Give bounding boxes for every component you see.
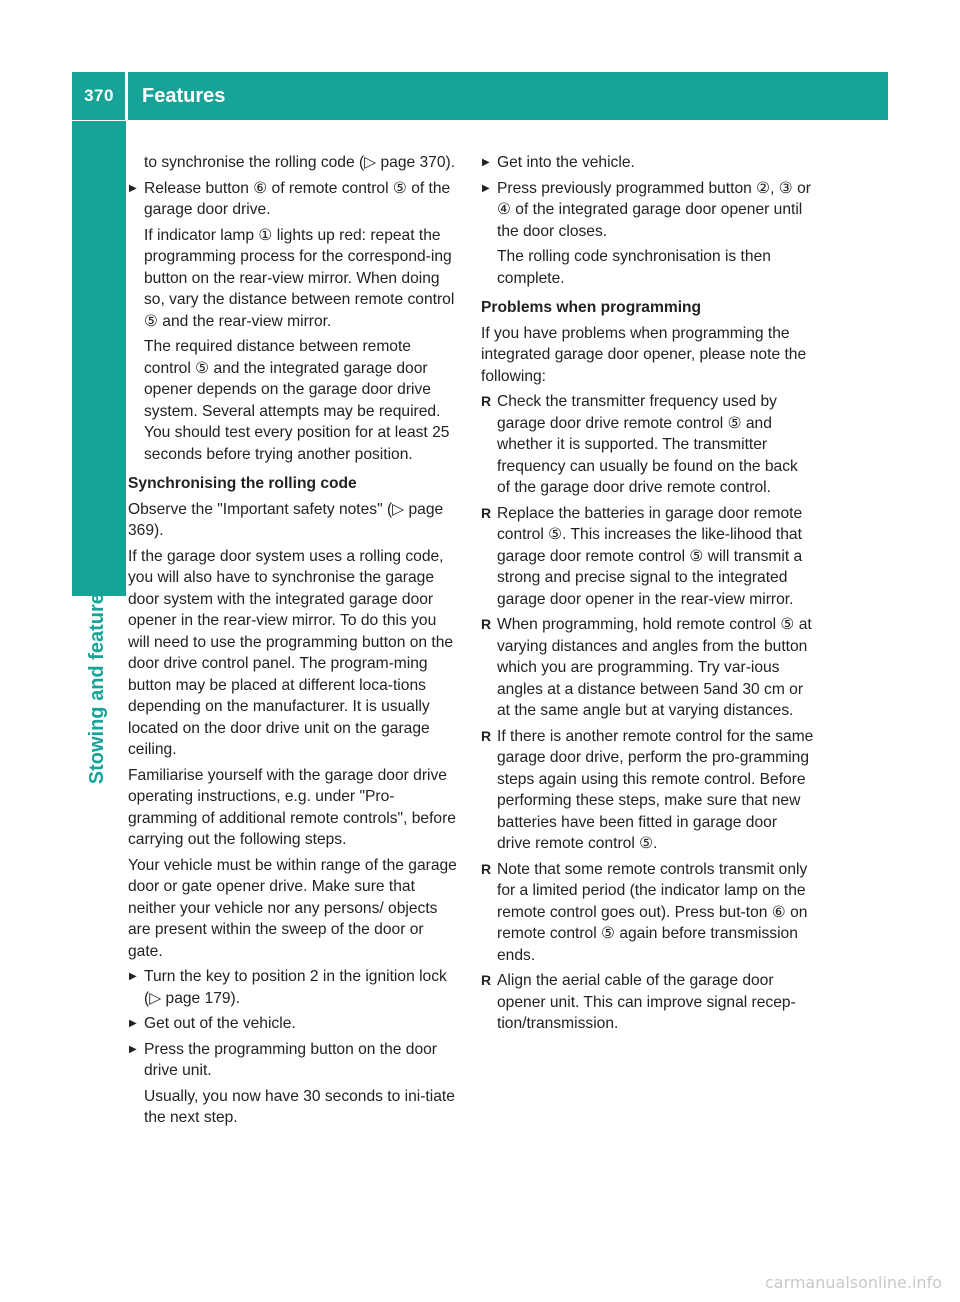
- bullet-item: R Note that some remote controls transmit only for a limited period (the indicator lamp on the remote control goes out). Press but-ton ⑥ on remote control ⑤ again before transmission ends.: [481, 859, 814, 967]
- instruction-step: ▶ Get into the vehicle.: [481, 152, 814, 174]
- section-tab: [72, 121, 126, 596]
- header-divider: [125, 72, 128, 120]
- section-heading: Synchronising the rolling code: [128, 475, 357, 492]
- instruction-step: ▶ Press previously programmed button ②, ③ or ④ of the integrated garage door opener until the door closes.: [481, 178, 814, 243]
- paragraph: Usually, you now have 30 seconds to ini-tiate the next step.: [144, 1087, 455, 1126]
- bullet-item: R If there is another remote control for the same garage door drive, perform the pro-gramming steps again using this remote control. Before performing these steps, make sure that new batteries have been fitted in garage door drive remote control ⑤.: [481, 726, 814, 855]
- instruction-step: ▶ Release button ⑥ of remote control ⑤ of the garage door drive.: [128, 178, 461, 221]
- right-column: [481, 152, 814, 1039]
- paragraph: The required distance between remote control ⑤ and the integrated garage door opener depends on the garage door drive system. Several attempts may be required. You should test every position for at least 25 seconds before trying another position.: [144, 338, 450, 463]
- page-title: Features: [142, 84, 226, 107]
- bullet-item: R Align the aerial cable of the garage door opener unit. This can improve signal recep-tion/transmission.: [481, 970, 814, 1035]
- watermark: carmanualsonline.info: [764, 1273, 942, 1292]
- paragraph: to synchronise the rolling code (▷ page 370).: [144, 154, 456, 171]
- paragraph: Familiarise yourself with the garage door drive operating instructions, e.g. under "Pro-gramming of additional remote controls", before carrying out the following steps.: [128, 766, 456, 848]
- section-heading: Problems when programming: [481, 299, 702, 316]
- instruction-step: ▶ Get out of the vehicle.: [128, 1013, 461, 1035]
- paragraph: If indicator lamp ① lights up red: repeat the programming process for the correspond-ing button on the rear-view mirror. When doing so, vary the distance between remote control ⑤ and the rear-view mirror.: [144, 226, 455, 330]
- section-label: Stowing and features: [86, 582, 108, 785]
- bullet-item: R Check the transmitter frequency used by garage door drive remote control ⑤ and whether it is supported. The transmitter frequency can usually be found on the back of the garage door drive remote control.: [481, 391, 814, 499]
- paragraph: If you have problems when programming the integrated garage door opener, please note the following:: [481, 324, 807, 385]
- bullet-item: R Replace the batteries in garage door remote control ⑤. This increases the like-lihood that garage door remote control ⑤ will transmit a strong and precise signal to the integrated garage door opener in the rear-view mirror.: [481, 503, 814, 611]
- left-column: [128, 152, 461, 1133]
- paragraph: Observe the "Important safety notes" (▷ page 369).: [128, 500, 444, 539]
- paragraph: If the garage door system uses a rolling code, you will also have to synchronise the garage door system with the integrated garage door opener in the rear-view mirror. To do this you will need to use the programming button on the door drive control panel. The program-ming button may be placed at different loca-tions depending on the manufacturer. It is usually located on the door drive unit on the garage ceiling.: [128, 547, 454, 758]
- paragraph: The rolling code synchronisation is then complete.: [497, 248, 771, 287]
- page-number: 370: [84, 86, 114, 105]
- instruction-step: ▶ Turn the key to position 2 in the ignition lock (▷ page 179).: [128, 966, 461, 1009]
- instruction-step: ▶ Press the programming button on the door drive unit.: [128, 1039, 461, 1082]
- paragraph: Your vehicle must be within range of the garage door or gate opener drive. Make sure that neither your vehicle nor any persons/ objects are present within the sweep of the door or gate.: [128, 856, 457, 960]
- bullet-item: R When programming, hold remote control ⑤ at varying distances and angles from the button which you are programming. Try var-ious angles at a distance between 5and 30 cm or at the same angle but at varying distances.: [481, 614, 814, 722]
